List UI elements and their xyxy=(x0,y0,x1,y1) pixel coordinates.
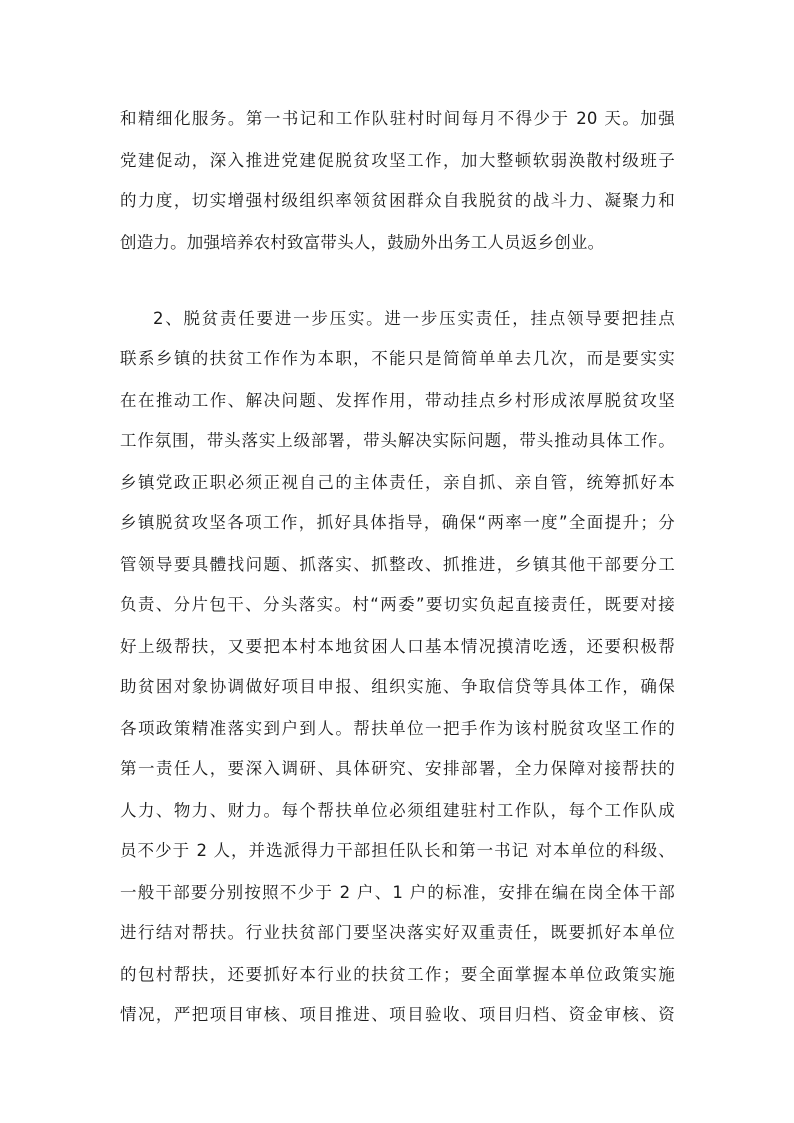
text-line: 和精细化服务。第一书记和工作队驻村时间每月不得少于 20 天。加强 xyxy=(120,109,675,128)
text-line: 好上级帮扶，又要把本村本地贫困人口基本情况摸清吃透，还要积极帮 xyxy=(120,637,675,656)
text-line: 党建促动，深入推进党建促脱贫攻坚工作，加大整顿软弱涣散村级班子 xyxy=(120,151,675,170)
text-line: 2、脱贫责任要进一步压实。进一步压实责任，挂点领导要把挂点 xyxy=(153,309,675,328)
text-line: 管领导要具體找问题、抓落实、抓整改、抓推进，乡镇其他干部要分工 xyxy=(120,555,675,574)
text-line: 乡镇党政正职必须正视自己的主体责任，亲自抓、亲自管，统筹抓好本 xyxy=(120,473,675,492)
text-line: 工作氛围，带头落实上级部署，带头解决实际问题，带头推动具体工作。 xyxy=(120,431,675,450)
text-line: 助贫困对象协调做好项目申报、组织实施、争取信贷等具体工作，确保 xyxy=(120,677,675,696)
text-line: 进行结对帮扶。行业扶贫部门要坚决落实好双重责任，既要抓好本单位 xyxy=(120,923,675,942)
text-line: 的包村帮扶，还要抓好本行业的扶贫工作；要全面掌握本单位政策实施 xyxy=(120,965,675,984)
text-line: 员不少于 2 人，并选派得力干部担任队长和第一书记 对本单位的科级、 xyxy=(120,841,675,860)
text-line: 负责、分片包干、分头落实。村“两委”要切实负起直接责任，既要对接 xyxy=(120,595,675,614)
text-line: 情况，严把项目审核、项目推进、项目验收、项目归档、资金审核、资 xyxy=(120,1005,675,1024)
text-line: 乡镇脱贫攻坚各项工作，抓好具体指导，确保“两率一度”全面提升；分 xyxy=(120,513,675,532)
text-line: 的力度，切实增强村级组织率领贫困群众自我脱贫的战斗力、凝聚力和 xyxy=(120,191,675,210)
text-line: 各项政策精准落实到户到人。帮扶单位一把手作为该村脱贫攻坚工作的 xyxy=(120,719,675,738)
text-line: 创造力。加强培养农村致富带头人，鼓励外出务工人员返乡创业。 xyxy=(120,233,605,252)
text-line: 在在推动工作、解决问题、发挥作用，带动挂点乡村形成浓厚脱贫攻坚 xyxy=(120,391,675,410)
text-line: 联系乡镇的扶贫工作作为本职，不能只是简简单单去几次，而是要实实 xyxy=(120,349,675,368)
text-line: 第一责任人，要深入调研、具体研究、安排部署，全力保障对接帮扶的 xyxy=(120,759,675,778)
text-line: 人力、物力、财力。每个帮扶单位必须组建驻村工作队，每个工作队成 xyxy=(120,801,675,820)
text-line: 一般干部要分别按照不少于 2 户、1 户的标准，安排在编在岗全体干部 xyxy=(120,883,675,902)
